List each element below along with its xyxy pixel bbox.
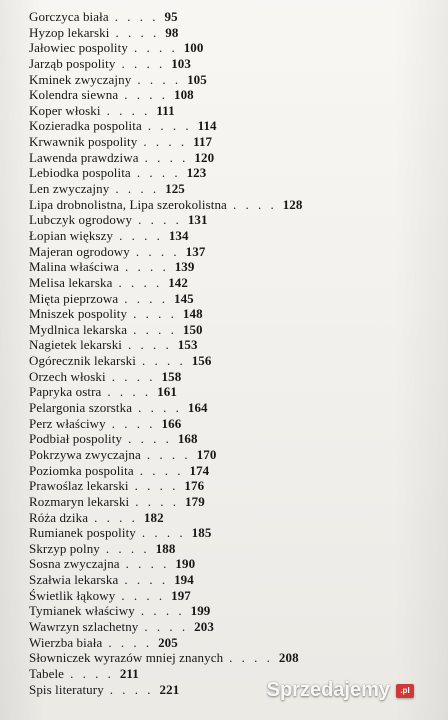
toc-row xyxy=(29,228,429,244)
toc-page-number: 111 xyxy=(156,102,175,118)
toc-page-number: 208 xyxy=(278,650,299,666)
toc-row xyxy=(29,478,429,494)
toc-page-number: 105 xyxy=(187,71,207,87)
toc-entry-name: Łopian większy xyxy=(29,227,114,243)
watermark-text: Sprzedajemy xyxy=(266,679,390,701)
toc-entry-name: Orzech włoski xyxy=(29,368,106,384)
toc-row xyxy=(29,322,429,338)
watermark-badge: .pl xyxy=(396,684,414,698)
toc-leader-dots: . . . . xyxy=(146,446,191,462)
toc-row xyxy=(29,134,429,150)
toc-page-number: 168 xyxy=(177,431,198,447)
toc-entry-name: Słowniczek wyrazów mniej znanych xyxy=(29,650,224,666)
toc-entry-name: Poziomka pospolita xyxy=(29,462,134,478)
toc-page-number: 120 xyxy=(194,149,215,165)
toc-leader-dots: . . . . xyxy=(128,337,172,353)
toc-page-number: 117 xyxy=(193,134,213,150)
toc-leader-dots: . . . . xyxy=(124,259,169,275)
toc-entry-name: Róża dzika xyxy=(29,509,89,525)
toc-row xyxy=(29,541,429,557)
toc-leader-dots: . . . . xyxy=(135,243,180,259)
toc-leader-dots: . . . . xyxy=(106,102,151,118)
toc-row xyxy=(29,197,429,213)
toc-entry-name: Rozmaryn lekarski xyxy=(29,493,130,509)
toc-entry-name: Świetlik łąkowy xyxy=(29,587,116,603)
toc-row xyxy=(29,525,429,541)
toc-entry-name: Rumianek pospolity xyxy=(29,525,136,541)
toc-leader-dots: . . . . xyxy=(135,493,180,509)
toc-page-number: 185 xyxy=(191,525,212,541)
toc-entry-name: Podbiał pospolity xyxy=(29,431,123,447)
toc-row xyxy=(29,650,429,666)
toc-page-number: 145 xyxy=(173,290,194,306)
toc-row xyxy=(29,25,429,41)
toc-entry-name: Lawenda prawdziwa xyxy=(29,149,139,165)
toc-page-number: 176 xyxy=(184,478,205,494)
toc-page-number: 161 xyxy=(157,384,177,400)
toc-leader-dots: . . . . xyxy=(139,462,184,478)
toc-leader-dots: . . . . xyxy=(124,87,168,103)
toc-leader-dots: . . . . xyxy=(121,55,166,71)
toc-row xyxy=(29,384,429,400)
toc-row xyxy=(29,572,429,588)
toc-leader-dots: . . . . xyxy=(124,572,169,588)
toc-page-number: 158 xyxy=(161,368,182,384)
toc-leader-dots: . . . . xyxy=(125,556,170,572)
toc-entry-name: Sosna zwyczajna xyxy=(29,556,120,572)
toc-page-number: 134 xyxy=(168,227,189,243)
toc-page-number: 95 xyxy=(164,9,178,24)
toc-entry-name: Kolendra siewna xyxy=(29,87,119,103)
toc-page-number: 182 xyxy=(143,509,164,525)
toc-page-number: 205 xyxy=(158,634,178,650)
toc-leader-dots: . . . . xyxy=(147,118,192,134)
toc-leader-dots: . . . . xyxy=(115,181,160,197)
toc-leader-dots: . . . . xyxy=(144,618,189,634)
toc-entry-name: Hyzop lekarski xyxy=(29,24,110,40)
toc-row xyxy=(29,212,429,228)
toc-entry-name: Lubczyk ogrodowy xyxy=(29,212,133,228)
toc-page-number: 108 xyxy=(173,87,194,103)
toc-leader-dots: . . . . xyxy=(137,71,182,87)
toc-page-number: 103 xyxy=(171,55,192,71)
toc-entry-name: Wawrzyn szlachetny xyxy=(29,618,139,634)
toc-row xyxy=(29,369,429,385)
toc-row xyxy=(29,463,429,479)
toc-leader-dots: . . . . xyxy=(111,415,156,431)
toc-leader-dots: . . . . xyxy=(115,24,160,40)
toc-page-number: 166 xyxy=(161,415,182,431)
toc-page-number: 114 xyxy=(197,118,217,134)
toc-leader-dots: . . . . xyxy=(124,290,168,306)
toc-entry-name: Mydlnica lekarska xyxy=(29,321,128,337)
toc-page-number: 174 xyxy=(189,462,210,478)
toc-leader-dots: . . . . xyxy=(121,587,166,603)
toc-row xyxy=(29,337,429,353)
toc-entry-name: Prawoślaz lekarski xyxy=(29,478,129,494)
toc-page-number: 150 xyxy=(182,321,203,337)
toc-row xyxy=(29,259,429,275)
toc-leader-dots: . . . . xyxy=(109,681,154,697)
toc-leader-dots: . . . . xyxy=(107,384,152,400)
toc-page-number: 148 xyxy=(182,306,203,322)
toc-entry-name: Malina właściwa xyxy=(29,259,119,275)
toc-row xyxy=(29,306,429,322)
toc-leader-dots: . . . . xyxy=(128,431,172,447)
toc-entry-name: Koper włoski xyxy=(29,102,101,118)
toc-leader-dots: . . . . xyxy=(94,509,138,525)
toc-entry-name: Szałwia lekarska xyxy=(29,572,119,588)
toc-leader-dots: . . . . xyxy=(144,149,189,165)
toc-leader-dots: . . . . xyxy=(108,634,153,650)
toc-entry-name: Skrzyp polny xyxy=(29,540,100,556)
toc-entry-name: Ogórecznik lekarski xyxy=(29,353,136,369)
toc-page-number: 142 xyxy=(168,274,189,290)
toc-row xyxy=(29,165,429,181)
toc-page-number: 194 xyxy=(174,572,194,588)
toc-row xyxy=(29,275,429,291)
toc-leader-dots: . . . . xyxy=(143,134,188,150)
toc-leader-dots: . . . . xyxy=(70,665,114,681)
toc-page-number: 190 xyxy=(175,556,196,572)
toc-page-number: 188 xyxy=(155,540,176,556)
toc-row xyxy=(29,400,429,416)
toc-leader-dots: . . . . xyxy=(111,368,156,384)
toc-entry-name: Tymianek właściwy xyxy=(29,603,135,619)
toc-entry-name: Wierzba biała xyxy=(29,634,103,650)
toc-row xyxy=(29,9,429,25)
toc-page-number: 137 xyxy=(185,243,206,259)
toc-entry-name: Pokrzywa zwyczajna xyxy=(29,446,141,462)
toc-leader-dots: . . . . xyxy=(134,478,179,494)
toc-entry-name: Pelargonia szorstka xyxy=(29,400,133,416)
toc-row xyxy=(29,431,429,447)
toc-row xyxy=(29,103,429,119)
toc-entry-name: Mięta pieprzowa xyxy=(29,290,119,306)
toc-row xyxy=(29,87,429,103)
toc-leader-dots: . . . . xyxy=(133,306,177,322)
toc-leader-dots: . . . . xyxy=(136,165,181,181)
toc-row xyxy=(29,619,429,635)
toc-entry-name: Jarząb pospolity xyxy=(29,55,116,71)
toc-entry-name: Tabele xyxy=(29,665,65,681)
toc-leader-dots: . . . . xyxy=(133,321,177,337)
toc-page-number: 211 xyxy=(119,665,139,681)
toc-leader-dots: . . . . xyxy=(133,40,178,56)
toc-page-number: 123 xyxy=(186,165,207,181)
toc-leader-dots: . . . . xyxy=(114,9,159,24)
toc-entry-name: Gorczyca biała xyxy=(29,9,109,24)
toc-leader-dots: . . . . xyxy=(118,274,163,290)
toc-entry-name: Lipa drobnolistna, Lipa szerokolistna xyxy=(29,196,227,212)
toc-page-number: 199 xyxy=(190,603,211,619)
toc-leader-dots: . . . . xyxy=(141,353,186,369)
toc-entry-name: Mniszek pospolity xyxy=(29,306,128,322)
toc-row xyxy=(29,40,429,56)
toc-leader-dots: . . . . xyxy=(138,212,182,228)
toc-page-number: 179 xyxy=(185,493,205,509)
watermark-logo xyxy=(267,679,414,702)
toc-page-number: 221 xyxy=(159,681,180,697)
toc-row xyxy=(29,494,429,510)
toc-page-number: 156 xyxy=(191,353,212,369)
toc-entry-name: Perz właściwy xyxy=(29,415,106,431)
toc-entry-name: Nagietek lekarski xyxy=(29,337,123,353)
toc-row xyxy=(29,556,429,572)
toc-leader-dots: . . . . xyxy=(141,525,186,541)
toc-page-number: 203 xyxy=(194,618,214,634)
toc-row xyxy=(29,635,429,651)
toc-page-number: 98 xyxy=(165,24,179,40)
toc-entry-name: Melisa lekarska xyxy=(29,274,113,290)
toc-row xyxy=(29,416,429,432)
toc-leader-dots: . . . . xyxy=(140,603,185,619)
toc-leader-dots: . . . . xyxy=(232,196,277,212)
toc-row xyxy=(29,603,429,619)
toc-page-number: 100 xyxy=(183,40,204,56)
toc-leader-dots: . . . . xyxy=(229,650,273,666)
toc-entry-name: Papryka ostra xyxy=(29,384,102,400)
toc-entry-name: Jałowiec pospolity xyxy=(29,40,128,56)
table-of-contents-list xyxy=(29,9,429,697)
toc-page-number: 125 xyxy=(165,181,185,197)
toc-row xyxy=(29,56,429,72)
toc-row xyxy=(29,588,429,604)
toc-entry-name: Kminek zwyczajny xyxy=(29,71,132,87)
toc-page-number: 139 xyxy=(174,259,195,275)
toc-row xyxy=(29,118,429,134)
toc-leader-dots: . . . . xyxy=(138,400,182,416)
toc-entry-name: Majeran ogrodowy xyxy=(29,243,130,259)
toc-page-number: 197 xyxy=(171,587,191,603)
toc-row xyxy=(29,510,429,526)
toc-entry-name: Len zwyczajny xyxy=(29,181,110,197)
toc-row xyxy=(29,353,429,369)
toc-page-number: 128 xyxy=(282,196,303,212)
toc-row xyxy=(29,291,429,307)
toc-row xyxy=(29,150,429,166)
toc-row xyxy=(29,72,429,88)
toc-leader-dots: . . . . xyxy=(119,227,163,243)
toc-page-number: 170 xyxy=(196,446,217,462)
toc-row xyxy=(29,181,429,197)
toc-entry-name: Lebiodka pospolita xyxy=(29,165,131,181)
toc-row xyxy=(29,447,429,463)
toc-row xyxy=(29,244,429,260)
toc-leader-dots: . . . . xyxy=(105,540,150,556)
toc-page-number: 131 xyxy=(187,212,208,228)
toc-page-number: 153 xyxy=(177,337,198,353)
toc-entry-name: Kozieradka pospolita xyxy=(29,118,142,134)
toc-entry-name: Spis literatury xyxy=(29,681,104,697)
toc-page-number: 164 xyxy=(187,400,208,416)
toc-entry-name: Krwawnik pospolity xyxy=(29,134,138,150)
